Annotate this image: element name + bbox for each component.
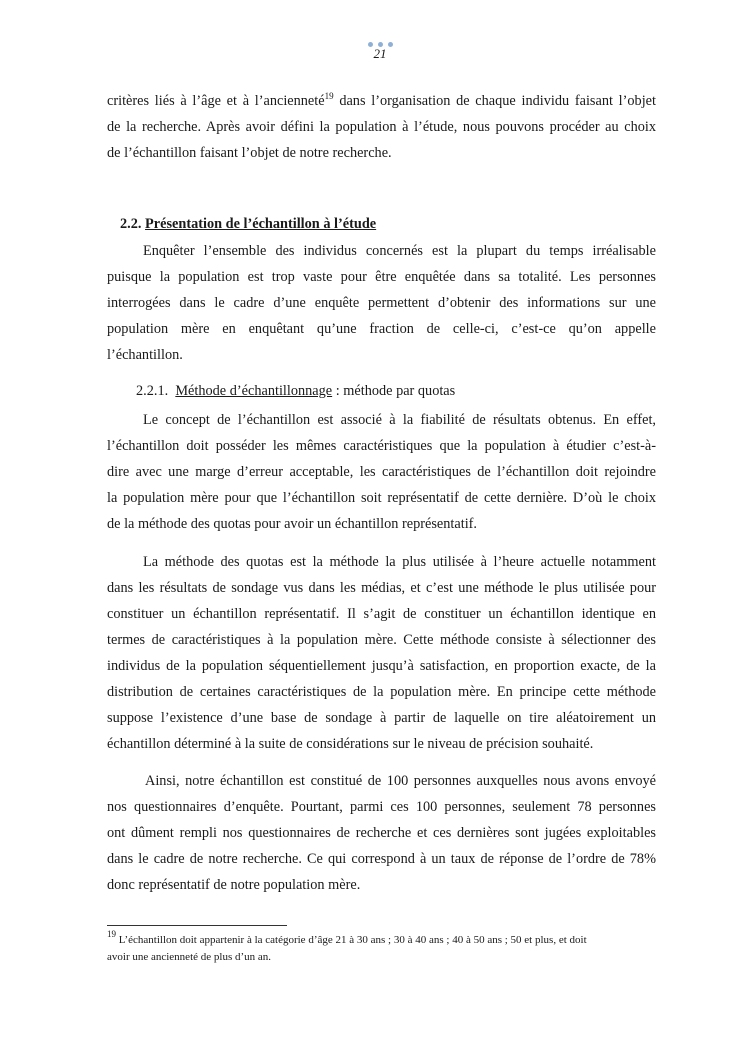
intro-paragraph <box>107 88 656 166</box>
section-2-2-paragraph: Enquêter l’ensemble des individus concernés est la plupart du temps irréalisable puisque la population est trop vaste pour être enquêtée dans sa totalité. Les personnes interrogées dans le cadre d’une enquête permettent d’obtenir des informations sur une population mère en enquêtant qu’une fraction de celle-ci, c’est-ce qu’on appelle l’échantillon. <box>107 243 656 363</box>
intro-line-2: de la recherche. Après avoir défini la population à l’étude, nous pouvons procéder au choix <box>107 119 656 135</box>
footnote-mark: 19 <box>107 929 116 939</box>
section-heading-2-2: 2.2. Présentation de l’échantillon à l’étude <box>120 216 377 232</box>
section-heading-2-2-1: 2.2.1. Méthode d’échantillonnage : méthode par quotas <box>136 383 456 399</box>
intro-line-1: critères liés à l’âge et à l’ancienneté$^{19}$ dans l’organisation de chaque individu faisant l’objet <box>107 91 656 109</box>
footnote-ref: 19 <box>324 91 334 101</box>
section-2-2-1-paragraph-1: Le concept de l’échantillon est associé à la fiabilité de résultats obtenus. En effet, l’échantillon doit posséder les mêmes caractéristiques que la population à étudier c’est-à- dire avec une marge d’erreur acceptable, les caractéristiques de l’échantillon doit rejoindre la population mère pour que l’échantillon soit représentatif de cette dernière. D’où le choix de la méthode des quotas pour avoir un échantillon représentatif. <box>107 412 656 532</box>
footnote: $^{19}$ L’échantillon doit appartenir à la catégorie d’âge 21 à 30 ans ; 30 à 40 ans ; 40 à 50 ans ; 50 et plus, et doit avoir une ancienneté de plus d’un an. <box>107 929 587 963</box>
section-2-2-1-paragraph-3: Ainsi, notre échantillon est constitué de 100 personnes auxquelles nous avons envoyé nos questionnaires d’enquête. Pourtant, parmi ces 100 personnes, seulement 78 personnes ont dûment rempli nos questionnaires de recherche et ces dernières sont jugées exploitables dans le cadre de notre recherche. Ce qui correspond à un taux de réponse de l’ordre de 78% donc représentatif de notre population mère. <box>107 773 656 893</box>
section-2-2-1-paragraph-2: La méthode des quotas est la méthode la plus utilisée à l’heure actuelle notamment dans les résultats de sondage vus dans les médias, et c’est une méthode le plus utilisée pour constituer un échantillon représentatif. Il s’agit de constituer un échantillon identique en termes de caractéristiques à la population mère. Cette méthode consiste à sélectionner des individus de la population séquentiellement jusqu’à satisfaction, en proportion exacte, de la distribution de certaines caractéristiques de la population mère. En principe cette méthode suppose l’existence d’une base de sondage à partir de laquelle on tire aléatoirement un échantillon déterminé à la suite de considérations sur le niveau de précision souhaité. <box>107 554 656 752</box>
intro-line-3: de l’échantillon faisant l’objet de notre recherche. <box>107 145 392 161</box>
page-number: 21 <box>373 46 387 61</box>
footnote-separator <box>107 925 287 926</box>
